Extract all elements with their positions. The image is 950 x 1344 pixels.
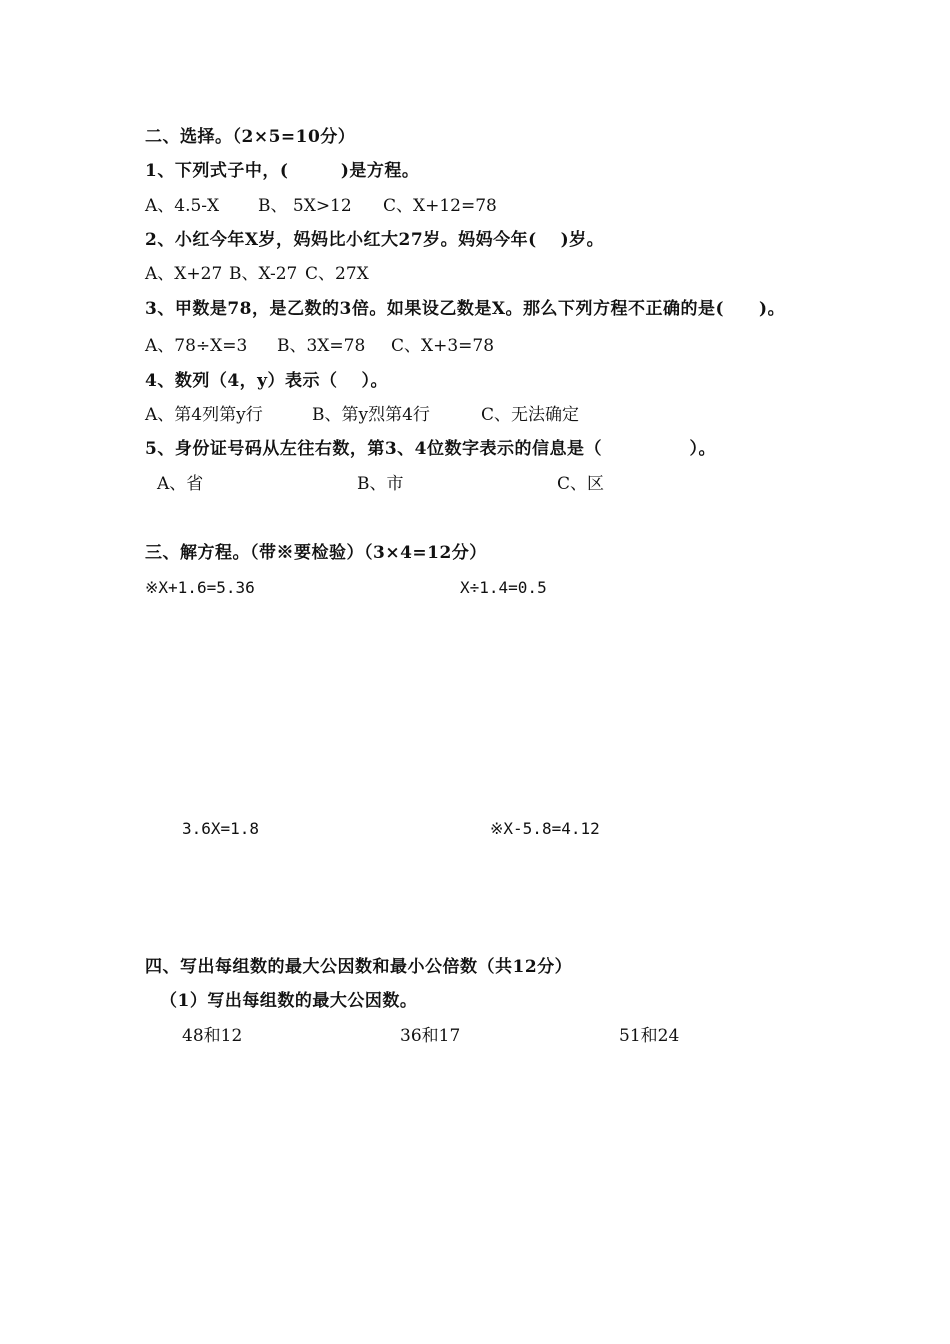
q1-option-c: C、X+12=78 [383,196,497,216]
equation-4: ※X-5.8=4.12 [490,819,600,838]
question-2: 2、小红今年X岁，妈妈比小红大27岁。妈妈今年( )岁。 [145,230,605,250]
question-5: 5、身份证号码从左往右数，第3、4位数字表示的信息是（ ）。 [145,439,716,459]
q4-option-b: B、第y烈第4行 [312,405,430,425]
q2-option-b: B、X-27 [229,264,298,284]
q2-option-c: C、27X [305,264,369,284]
number-pair-1: 48和12 [182,1026,243,1046]
equation-3: 3.6X=1.8 [182,819,260,838]
q4-option-a: A、第4列第y行 [145,405,263,425]
section3-title: 三、解方程。（带※要检验）（3×4=12分） [145,543,487,563]
q1-option-b: B、 5X>12 [258,196,352,216]
q3-option-c: C、X+3=78 [391,336,495,356]
q4-option-c: C、无法确定 [481,405,580,425]
q1-option-a: A、4.5-X [145,196,220,216]
q5-option-a: A、省 [157,474,204,494]
section2-title: 二、选择。（2×5=10分） [145,127,356,147]
q5-option-b: B、市 [357,474,404,494]
equation-2: X÷1.4=0.5 [460,578,547,597]
question-3: 3、甲数是78，是乙数的3倍。如果设乙数是X。那么下列方程不正确的是( )。 [145,299,786,319]
q5-option-c: C、区 [557,474,605,494]
q3-option-a: A、78÷X=3 [145,336,248,356]
question-4: 4、数列（4，y）表示（ ）。 [145,371,388,391]
question-1: 1、下列式子中，( )是方程。 [145,161,420,181]
equation-1: ※X+1.6=5.36 [145,578,255,597]
q2-option-a: A、X+27 [145,264,223,284]
q3-option-b: B、3X=78 [277,336,366,356]
number-pair-3: 51和24 [619,1026,680,1046]
section4-title: 四、写出每组数的最大公因数和最小公倍数（共12分） [145,957,573,977]
number-pair-2: 36和17 [400,1026,461,1046]
section4-sub1: （1）写出每组数的最大公因数。 [160,991,418,1011]
